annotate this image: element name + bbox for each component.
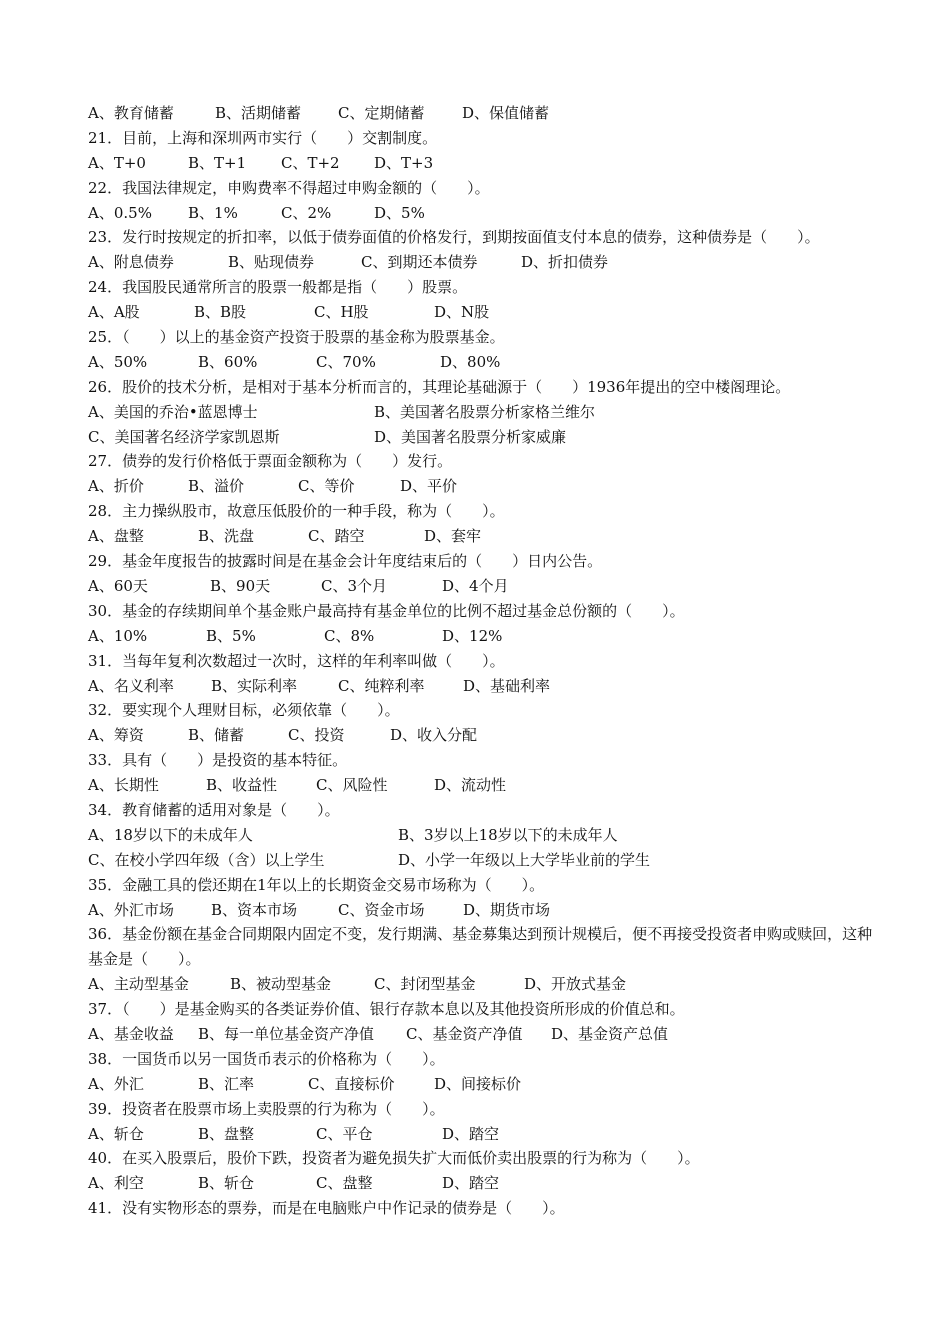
answer-option: C、等价 <box>298 477 355 496</box>
answer-option: B、每一单位基金资产净值 <box>198 1025 375 1043</box>
option-row <box>88 773 878 798</box>
answer-option: C、70% <box>316 352 376 371</box>
answer-option: A、主动型基金 <box>88 975 189 994</box>
answer-option: A、T+0 <box>88 153 146 172</box>
document-body <box>88 101 878 1221</box>
option-row <box>88 723 878 748</box>
question-text: 28．主力操纵股市，故意压低股价的一种手段，称为（ ）。 <box>88 502 505 521</box>
question-text: 21．目前，上海和深圳两市实行（ ）交割制度。 <box>88 128 438 147</box>
answer-option: B、T+1 <box>188 153 247 172</box>
answer-option: A、10% <box>88 626 148 645</box>
answer-option: D、80% <box>440 352 501 371</box>
question-text: 25．（ ）以上的基金资产投资于股票的基金称为股票基金。 <box>88 328 505 347</box>
answer-option: A、外汇 <box>88 1074 144 1093</box>
answer-option: A、教育储蓄 <box>88 104 174 122</box>
option-row <box>88 898 878 923</box>
option-row <box>88 823 878 848</box>
answer-option: B、B股 <box>194 303 247 322</box>
option-row <box>88 972 878 997</box>
answer-option: B、收益性 <box>206 776 278 795</box>
question-text: 26．股价的技术分析，是相对于基本分析而言的，其理论基础源于（ ）1936年提出的空中楼阁理论。 <box>88 377 791 396</box>
answer-option: D、流动性 <box>434 776 507 795</box>
answer-option: D、基金资产总值 <box>551 1025 669 1043</box>
answer-option: A、折价 <box>88 477 144 496</box>
answer-option: D、踏空 <box>442 1174 500 1193</box>
answer-option: D、套牢 <box>424 527 482 546</box>
answer-option: A、名义利率 <box>88 676 174 695</box>
answer-option: B、60% <box>198 352 258 371</box>
question-text: 31．当每年复利次数超过一次时，这样的年利率叫做（ ）。 <box>88 651 505 670</box>
answer-option: C、到期还本债券 <box>361 253 478 272</box>
question-text: 30．基金的存续期间单个基金账户最高持有基金单位的比例不超过基金总份额的（ ）。 <box>88 601 685 620</box>
option-row <box>88 425 878 450</box>
option-row <box>88 201 878 226</box>
answer-option: C、纯粹利率 <box>338 676 425 695</box>
question-text: 34．教育储蓄的适用对象是（ ）。 <box>88 800 340 819</box>
answer-option: D、平价 <box>400 477 458 496</box>
answer-option: A、筹资 <box>88 726 144 745</box>
answer-option: A、盘整 <box>88 527 144 546</box>
question-text: 33．具有（ ）是投资的基本特征。 <box>88 751 348 770</box>
answer-option: B、美国著名股票分析家格兰维尔 <box>374 402 596 421</box>
option-row <box>88 848 878 873</box>
option-row <box>88 101 878 126</box>
answer-option: A、18岁以下的未成年人 <box>88 825 253 844</box>
option-row <box>88 1122 878 1147</box>
answer-option: A、0.5% <box>88 203 152 222</box>
option-row <box>88 1171 878 1196</box>
question-text: 41．没有实物形态的票券，而是在电脑账户中作记录的债券是（ ）。 <box>88 1199 565 1218</box>
answer-option: C、资金市场 <box>338 900 425 919</box>
option-row <box>88 151 878 176</box>
answer-option: D、小学一年级以上大学毕业前的学生 <box>398 850 651 869</box>
answer-option: C、2% <box>281 203 332 222</box>
answer-option: B、3岁以上18岁以下的未成年人 <box>398 825 618 844</box>
question-text: 27．债券的发行价格低于票面金额称为（ ）发行。 <box>88 452 453 471</box>
answer-option: B、贴现债券 <box>228 253 315 272</box>
answer-option: D、N股 <box>434 303 490 322</box>
answer-option: A、60天 <box>88 576 148 595</box>
question-text: 32．要实现个人理财目标，必须依靠（ ）。 <box>88 701 400 720</box>
answer-option: C、封闭型基金 <box>374 975 476 994</box>
answer-option: C、踏空 <box>308 527 365 546</box>
answer-option: C、8% <box>324 626 375 645</box>
question-text: 36．基金份额在基金合同期限内固定不变，发行期满、基金募集达到预计规模后，便不再接受投资者申购或赎回，这种基金是（ ）。 <box>88 925 873 969</box>
answer-option: B、汇率 <box>198 1074 255 1093</box>
answer-option: B、资本市场 <box>211 900 298 919</box>
answer-option: A、长期性 <box>88 776 159 795</box>
answer-option: D、美国著名股票分析家威廉 <box>374 427 567 446</box>
option-row <box>88 474 878 499</box>
answer-option: C、风险性 <box>316 776 388 795</box>
answer-option: D、4个月 <box>442 576 509 595</box>
question-text: 35．金融工具的偿还期在1年以上的长期资金交易市场称为（ ）。 <box>88 875 545 894</box>
question-text: 29．基金年度报告的披露时间是在基金会计年度结束后的（ ）日内公告。 <box>88 552 603 571</box>
answer-option: D、开放式基金 <box>524 975 627 994</box>
answer-option: C、平仓 <box>316 1124 373 1143</box>
option-row <box>88 1022 878 1047</box>
answer-option: D、折扣债券 <box>521 253 609 272</box>
answer-option: D、保值储蓄 <box>462 104 550 122</box>
answer-option: A、利空 <box>88 1174 144 1193</box>
answer-option: A、附息债券 <box>88 253 174 272</box>
question-text: 24．我国股民通常所言的股票一般都是指（ ）股票。 <box>88 278 468 297</box>
answer-option: B、90天 <box>210 576 271 595</box>
answer-option: C、在校小学四年级（含）以上学生 <box>88 850 325 869</box>
option-row <box>88 250 878 275</box>
answer-option: B、储蓄 <box>188 726 245 745</box>
question-text: 22．我国法律规定，申购费率不得超过申购金额的（ ）。 <box>88 178 490 197</box>
answer-option: D、12% <box>442 626 503 645</box>
answer-option: B、盘整 <box>198 1124 255 1143</box>
answer-option: D、间接标价 <box>434 1074 522 1093</box>
answer-option: D、期货市场 <box>463 900 551 919</box>
option-row <box>88 300 878 325</box>
option-row <box>88 574 878 599</box>
answer-option: D、5% <box>374 203 425 222</box>
option-row <box>88 624 878 649</box>
question-text: 23．发行时按规定的折扣率，以低于债券面值的价格发行，到期按面值支付本息的债券，这种债券是（ ）。 <box>88 228 820 247</box>
option-row <box>88 400 878 425</box>
answer-option: D、收入分配 <box>390 726 478 745</box>
question-text: 38．一国货币以另一国货币表示的价格称为（ ）。 <box>88 1049 445 1068</box>
answer-option: A、斩仓 <box>88 1124 144 1143</box>
option-row <box>88 674 878 699</box>
answer-option: C、盘整 <box>316 1174 373 1193</box>
answer-option: B、5% <box>206 626 256 645</box>
answer-option: A、美国的乔治•蓝恩博士 <box>88 402 258 421</box>
question-text: 40．在买入股票后，股价下跌，投资者为避免损失扩大而低价卖出股票的行为称为（ ）。 <box>88 1149 700 1168</box>
answer-option: C、投资 <box>288 726 345 745</box>
answer-option: A、A股 <box>88 303 140 322</box>
answer-option: A、外汇市场 <box>88 900 174 919</box>
option-row <box>88 1072 878 1097</box>
answer-option: B、溢价 <box>188 477 245 496</box>
answer-option: B、实际利率 <box>211 676 298 695</box>
answer-option: D、T+3 <box>374 153 434 172</box>
answer-option: A、50% <box>88 352 148 371</box>
question-text: 37．（ ）是基金购买的各类证券价值、银行存款本息以及其他投资所形成的价值总和。 <box>88 1000 685 1019</box>
option-row <box>88 524 878 549</box>
answer-option: C、H股 <box>314 303 369 322</box>
option-row <box>88 350 878 375</box>
answer-option: B、被动型基金 <box>230 975 332 994</box>
answer-option: B、斩仓 <box>198 1174 255 1193</box>
answer-option: D、踏空 <box>442 1124 500 1143</box>
answer-option: D、基础利率 <box>463 676 551 695</box>
answer-option: A、基金收益 <box>88 1025 174 1043</box>
answer-option: C、定期储蓄 <box>338 104 425 122</box>
answer-option: C、T+2 <box>281 153 340 172</box>
answer-option: C、直接标价 <box>308 1074 395 1093</box>
answer-option: C、美国著名经济学家凯恩斯 <box>88 427 280 446</box>
answer-option: B、1% <box>188 203 238 222</box>
question-text: 39．投资者在股票市场上卖股票的行为称为（ ）。 <box>88 1099 445 1118</box>
answer-option: C、3个月 <box>321 576 388 595</box>
answer-option: B、洗盘 <box>198 527 255 546</box>
answer-option: C、基金资产净值 <box>406 1025 523 1043</box>
answer-option: B、活期储蓄 <box>215 104 302 122</box>
